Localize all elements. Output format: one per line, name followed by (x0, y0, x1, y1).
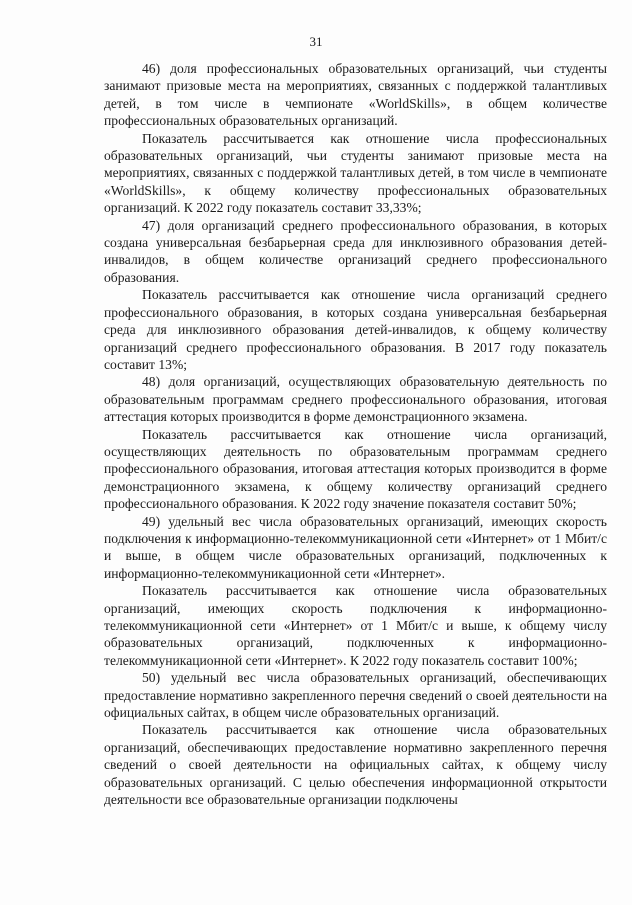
paragraph-item-48: 48) доля организаций, осуществляющих образовательную деятельность по образовательным программам среднего профессионального образования, итоговая аттестация которых производится в форме демонстрационного экзамена. (104, 374, 607, 425)
paragraph-item-46: 46) доля профессиональных образовательных организаций, чьи студенты занимают призовые места на мероприятиях, связанных с поддержкой талантливых детей, в том числе в чемпионате «WorldSkills», в общем количестве профессиональных образовательных организаций. (104, 61, 607, 129)
paragraph-indicator-48: Показатель рассчитывается как отношение числа организаций, осуществляющих деятельность по образовательным программам среднего профессионального образования, итоговая аттестация которых производится в форме демонстрационного экзамена, к общему количеству организаций среднего профессионального образования. К 2022 году значение показателя составит 50%; (104, 426, 607, 512)
paragraph-item-50: 50) удельный вес числа образовательных организаций, обеспечивающих предоставление нормативно закрепленного перечня сведений о своей деятельности на официальных сайтах, в общем числе образовательных организаций. (104, 670, 607, 721)
page-number: 31 (309, 34, 323, 49)
body-text (104, 60, 607, 808)
paragraph-item-49: 49) удельный вес числа образовательных организаций, имеющих скорость подключения к информационно-телекоммуникационной сети «Интернет» от 1 Мбит/с и выше, в общем числе образовательных организаций, подключенных к информационно-телекоммуникационной сети «Интернет». (104, 513, 607, 581)
paragraph-indicator-47: Показатель рассчитывается как отношение числа организаций среднего профессионального образования, в которых создана универсальная безбарьерная среда для инклюзивного образования детей-инвалидов, к общему количеству организаций среднего профессионального образования. В 2017 году показатель составит 13%; (104, 287, 607, 372)
paragraph-indicator-50: Показатель рассчитывается как отношение числа образовательных организаций, обеспечивающих предоставление нормативно закрепленного перечня сведений о своей деятельности на официальных сайтах, к общему числу образовательных организаций. С целью обеспечения информационной открытости деятельности все образовательные организации подключены (104, 722, 607, 808)
paragraph-indicator-49: Показатель рассчитывается как отношение числа образовательных организаций, имеющих скорость подключения к информационно-телекоммуникационной сети «Интернет» от 1 Мбит/с и выше, к общему числу образовательных организаций, подключенных к информационно-телекоммуникационной сети «Интернет». К 2022 году показатель составит 100%; (104, 583, 607, 668)
paragraph-item-47: 47) доля организаций среднего профессионального образования, в которых создана универсальная безбарьерная среда для инклюзивного образования детей-инвалидов, в общем количестве организаций среднего профессионального образования. (104, 217, 607, 285)
paragraph-indicator-46: Показатель рассчитывается как отношение числа профессиональных образовательных организаций, чьи студенты занимают призовые места на мероприятиях, связанных с поддержкой талантливых детей, в том числе в чемпионате «WorldSkills», к общему количеству профессиональных образовательных организаций. К 2022 году показатель составит 33,33%; (104, 130, 607, 216)
